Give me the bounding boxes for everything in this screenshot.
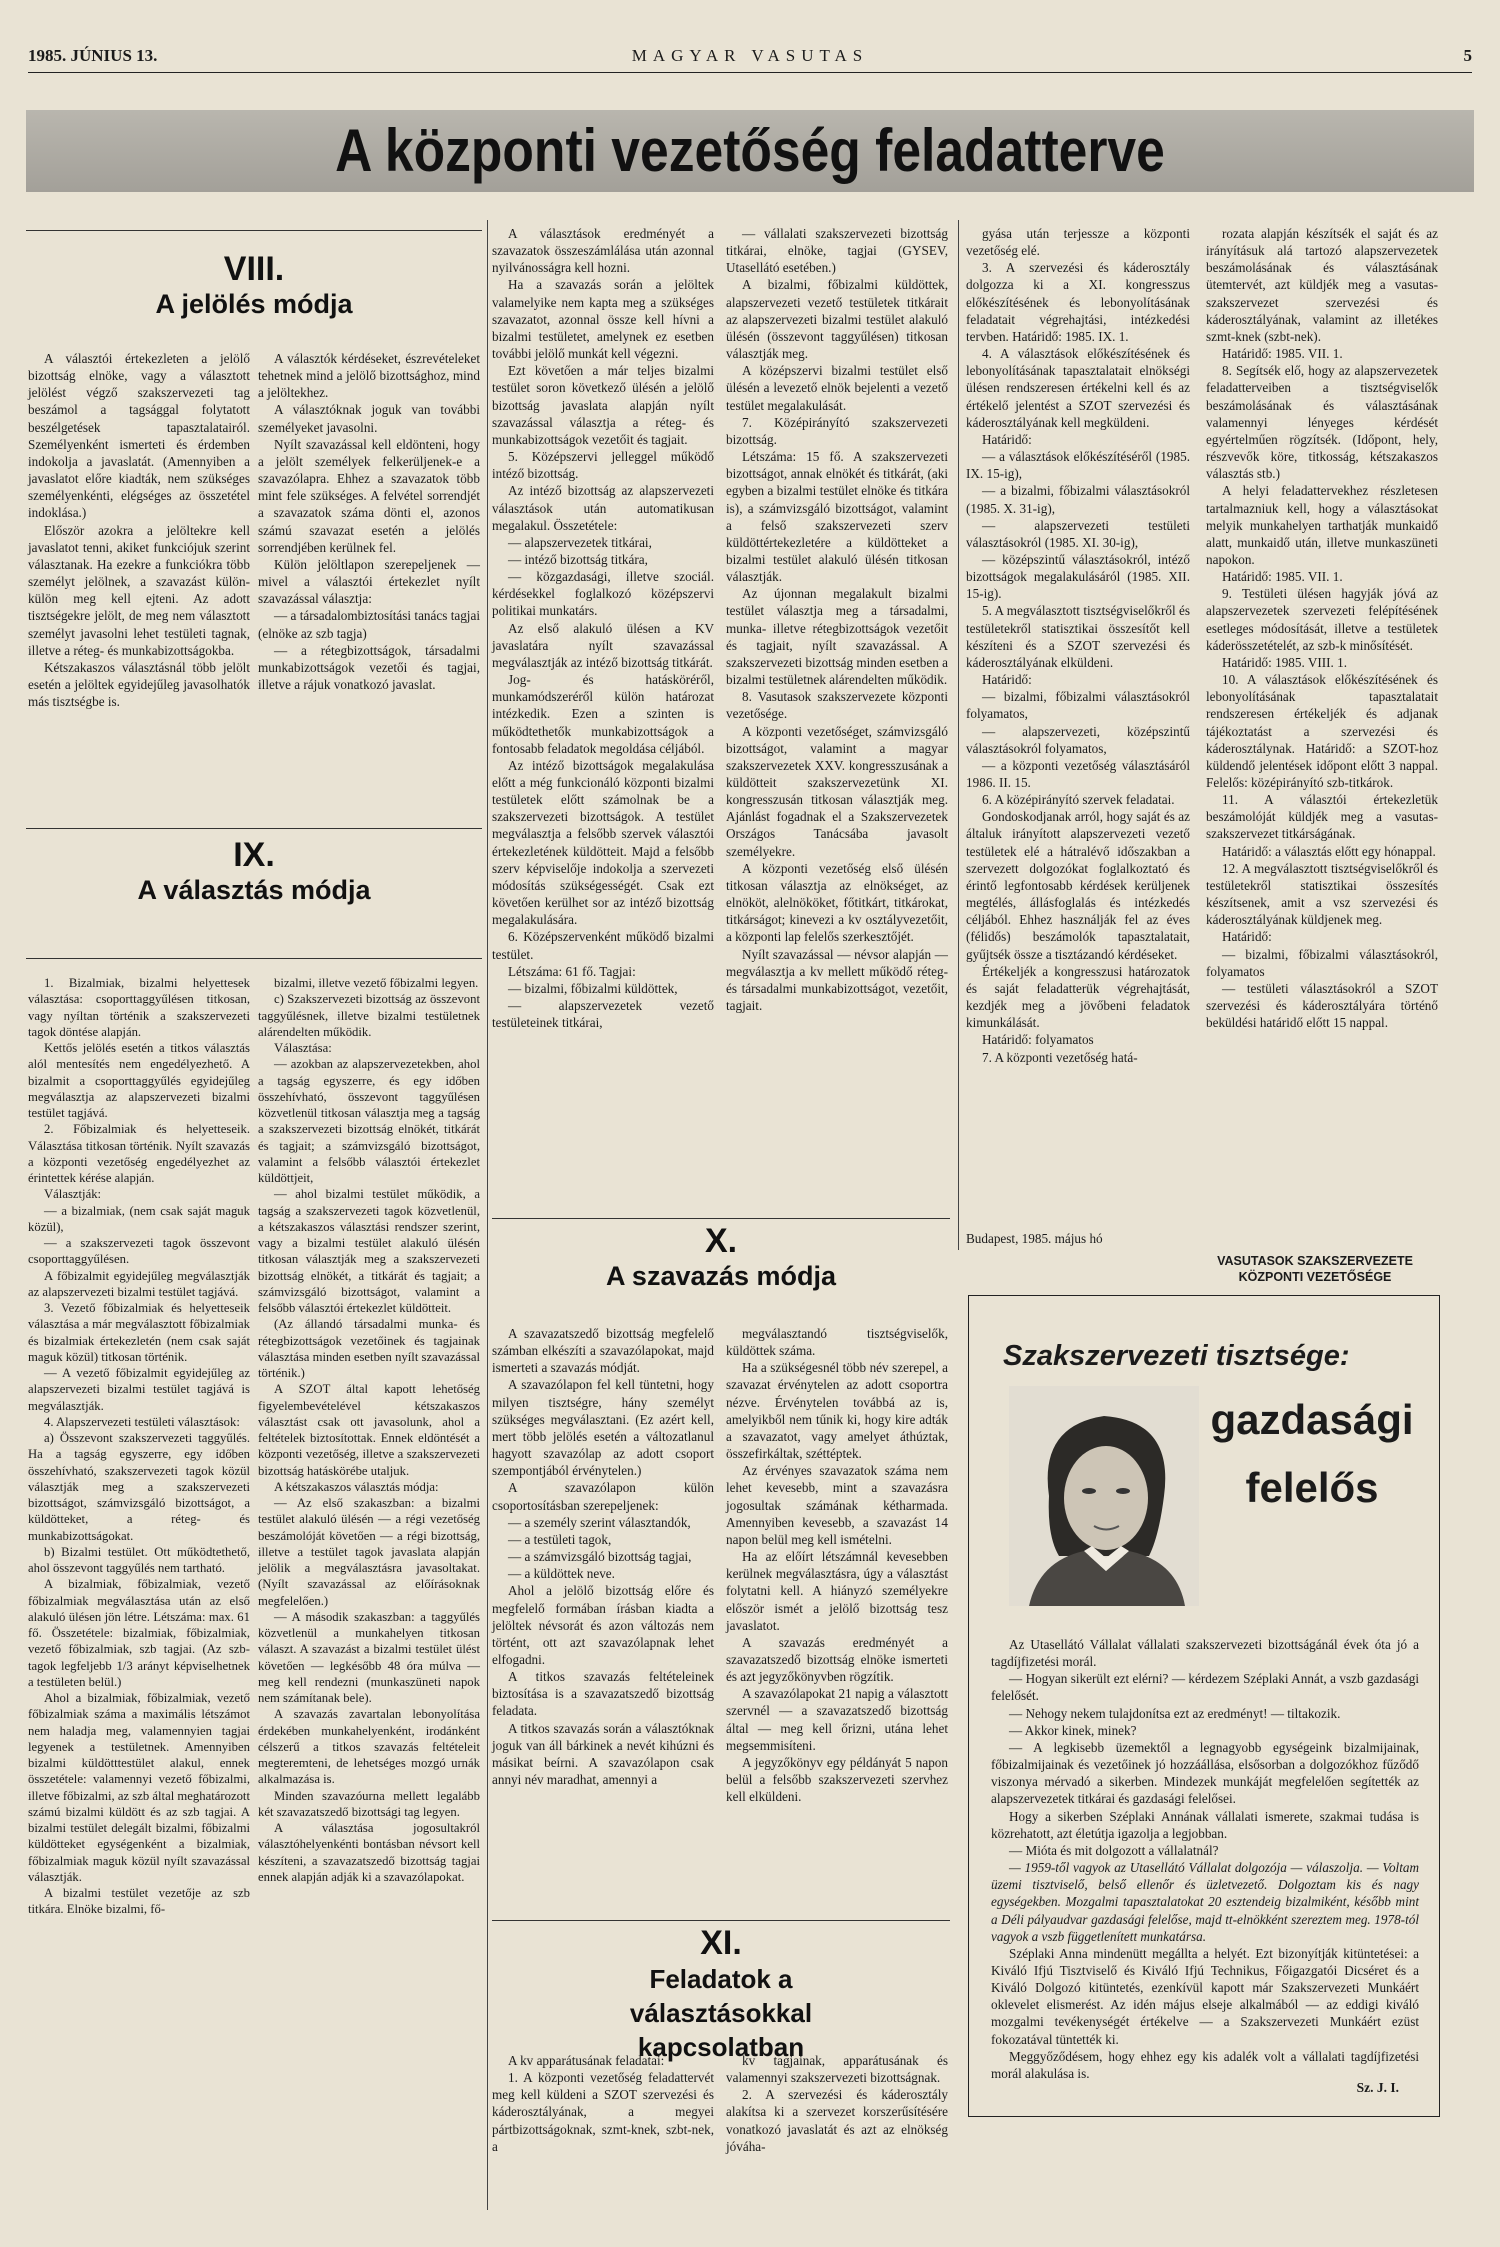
profile-paragraph: — Mióta és mit dolgozott a vállalatnál? [1009,1842,1219,1858]
paragraph: A választások eredményét a szavazatok összeszámlálása után azonnal nyilvánosságra kell hozni. [492,226,714,276]
paragraph: Határidő: [982,431,1032,447]
paragraph: Gondoskodjanak arról, hogy saját és az általuk irányított alapszervezeti vezető testületek elé a hátralévő időszakban a szervezett dolgozókat foglalkoztató és érintő legfontosabb kérdések kerüljenek megtélés, állásfoglalás és intézkedés céljából. Ehhez használják fel az éves (félidős) beszámolók tapasztalatait, gyűjtsék össze a tisztázandó kérdéseket. [966,809,1190,962]
paragraph: — alapszervezeti, középszintű választásokról folyamatos, [966,723,1190,756]
profile-paragraph: — A legkisebb üzemektől a legnagyobb egységeink bizalmijainak, főbizalmijainak és vezetőinek jó hozzáállása, elsősorban a dolgozókhoz fűződő viszonya mérvadó a sikerben. Mindezek munkáját megfelelően segítették az alapszervezetek titkárai és gazdasági felelősei. [991,1739,1419,1807]
page-number: 5 [1463,46,1472,65]
paragraph: 12. A megválasztott tisztségviselőkről és testületekről statisztikai összesítés készítsenek, amit a vsz szervezési és káderosztályának küldjenek meg. [1206,860,1438,928]
paragraph: Ahol a bizalmiak, főbizalmiak, vezető főbizalmiak száma a maximális létszámot nem haladja meg, valamennyien tagjai legyenek a testületnek. Amennyiben bizalmi küldötttestület alakul, ennek összetétele: valamennyi vezető főbizalmi, illetve főbizalmi, az szb által meghatározott számú bizalmi küldött és az szb tagjai. A bizalmi testület delegált bizalmi, főbizalmi küldötteket egységenként a bizalmiak, főbizalmiak maguk közül nyílt szavazással választják. [28,1691,250,1884]
profile-text [991,1636,1419,2082]
paragraph: A főbizalmit egyidejűleg megválasztják az alapszervezeti bizalmi testület tagjává. [28,1268,250,1299]
paragraph: — a személy szerint választandók, [508,1514,691,1530]
paragraph: A középszervi bizalmi testület első ülésén a levezető elnök bejelenti a vezető testület megalakulását. [726,363,948,413]
section-9-col-b [258,975,480,1885]
paragraph: 7. Középirányító szakszervezeti bizottság. [726,414,948,447]
article-col-5 [966,225,1190,1066]
paragraph: Határidő: 1985. VII. 1. [1222,569,1343,585]
paragraph: 7. A központi vezetőség hatá- [982,1049,1138,1065]
paragraph: Nyílt szavazással kell eldönteni, hogy a jelölt személyek felkerüljenek-e a szavazólapra. Ehhez a szavazatok több mint fele szükséges. A felvétel sorrendjét a szavazatok száma dönti el, azonos számú szavazat esetén a jelölés sorrendjében kerülnek fel. [258,436,480,555]
paragraph: (Az állandó társadalmi munka- és rétegbizottságok vezetőinek és tagjainak választása minden esetben nyílt szavazással történik.) [258,1317,480,1380]
signature-line: KÖZPONTI VEZETŐSÉGE [1238,1269,1392,1284]
paragraph: Kétszakaszos választásnál több jelölt esetén a jelöltek egyidejűleg javasolhatók más tisztségbe is. [28,659,250,710]
paragraph: — Az első szakaszban: a bizalmi testület alakuló ülésén — a régi vezetőség beszámolóját követően — a régi bizottság, illetve a testület tagok javaslata alapján jelölik a megválasztásra javasoltakat. (Nyílt szavazással az előírásoknak megfelelően.) [258,1496,480,1608]
paragraph: A kétszakaszos választás módja: [274,1479,439,1494]
paragraph: 3. Vezető főbizalmiak és helyetteseik választása a már megválasztott főbizalmiak és bizalmiak értekezletén (nem csak saját maguk közül) titkosan történik. [28,1301,250,1364]
paragraph: — a testületi tagok, [508,1531,612,1547]
paragraph: A bizalmi testület vezetője az szb titkára. Elnöke bizalmi, fő- [28,1886,250,1917]
section-rule [492,1920,950,1921]
paragraph: Ahol a jelölő bizottság előre és megfelelő formában írásban kiadta a jelöltek névsorát és azon változás nem történt, ott azt szavazólapnak lehet elfogadni. [492,1583,714,1667]
paragraph: A szavazás zavartalan lebonyolítása érdekében munkahelyenként, irodánként célszerű a titkos szavazás feltételeit megteremteni, de lehetséges mozgó urnák alkalmazása is. [258,1707,480,1787]
paragraph: Külön jelöltlapon szerepeljenek — mivel a választói értekezlet nyílt szavazással választja: [258,556,480,607]
paragraph: A választók kérdéseket, észrevételeket tehetnek mind a jelölő bizottsághoz, mind a jelöltekhez. [258,351,480,401]
section-number: VIII. [223,250,285,288]
profile-paragraph: — Hogyan sikerült ezt elérni? — kérdezem Széplaki Annát, a vszb gazdasági felelősét. [991,1671,1419,1704]
section-8-col-b [258,350,480,693]
paragraph: Az érvényes szavazatok száma nem lehet kevesebb, mint a szavazásra jogosultak számának kétharmada. Amennyiben kevesebb, a szavazást 14 napon belül meg kell ismételni. [726,1463,948,1547]
paragraph: Választása: [274,1041,332,1055]
section-10-heading [492,1222,950,1292]
paragraph: Létszáma: 61 fő. Tagjai: [508,963,636,979]
profile-paragraph: — Akkor kinek, minek? [1009,1722,1137,1738]
paragraph: 3. A szervezési és káderosztály dolgozza ki a XI. kongresszus előkészítésének és lebonyolításának feladatait végrehajtási, intézkedési tervben. Határidő: 1985. IX. 1. [966,260,1190,344]
issue-date: 1985. JÚNIUS 13. [28,46,158,65]
paragraph: — ahol bizalmi testület működik, a tagság a szakszervezeti tagok közvetlenül, a kétszakaszos választási rendszer szerint, vagy a bizalmi testület alakuló ülésén titkosan választják meg a szakszervezeti bizottság elnökét, a titkárát és tagjait; a számvizsgáló bizottságot, valamint a felsőbb választói értekezlet küldötteit. [258,1187,480,1315]
paragraph: — bizalmi, főbizalmi választásokról, folyamatos [1206,946,1438,979]
section-title: Feladatok a választásokkal kapcsolatban [629,1964,813,2062]
column-divider [958,220,959,1250]
paragraph: — vállalati szakszervezeti bizottság titkárai, elnöke, tagjai (GYSEV, Utasellátó esetében.) [726,226,948,276]
section-rule [26,230,482,231]
paragraph: 2. A szervezési és káderosztály alakítsa ki a szervezet korszerűsítésére vonatkozó javaslatát és azt az elnökség jóváha- [726,2087,948,2154]
paragraph: Létszáma: 15 fő. A szakszervezeti bizottságot, annak elnökét és titkárát, (aki egyben a bizalmi testület elnöke és titkára is), a számvizsgáló bizottságot, valamint a felső szakszervezeti szerv küldöttértekezletére a küldötteket a bizalmi testület alakuló ülésén titkosan választják. [726,449,948,585]
paragraph: 6. Középszervenként működő bizalmi testület. [492,929,714,962]
paragraph: 1. A központi vezetőség feladattervét meg kell küldeni a SZOT szervezési és káderosztályának, a megyei pártbizottságoknak, szmt-knek, szbt-nek, a [492,2070,714,2154]
paragraph: — a küldöttek neve. [508,1566,615,1582]
paragraph: Határidő: folyamatos [982,1032,1094,1048]
profile-label: Szakszervezeti tisztsége: [1003,1340,1350,1372]
paragraph: Az újonnan megalakult bizalmi testület választja meg a társadalmi, munka- illetve rétegbizottságok vezetőit és tagjait, nyílt szavazással. A szakszervezeti bizottság minden esetben a bizalmi testületnek alárendelten működik. [726,586,948,688]
paragraph: c) Szakszervezeti bizottság az összevont taggyűlésnek, illetve bizalmi testületnek alárendelten működik. [258,992,480,1039]
column-divider [487,220,488,2210]
signature-line: VASUTASOK SZAKSZERVEZETE [1217,1254,1413,1268]
paragraph: 5. A megválasztott tisztségviselőkről és testületekről statisztikai összesítőt kell készíteni és a SZOT szervezési és káderosztályának elküldeni. [966,603,1190,670]
paragraph: rozata alapján készítsék el saját és az irányításuk alá tartozó alapszervezetek beszámolásának és választásának ütemtervét, azt küldjék meg a vasutas-szakszervezet szervezési és káderosztályának, valamint az illetékes szmt-knek (szbt-nek). [1206,226,1438,344]
paragraph: Nyílt szavazással — névsor alapján — megválasztja a kv mellett működő réteg- és társadalmi munkabizottságot, vezetőit, tagjait. [726,946,948,1014]
paragraph: — alapszervezetek titkárai, [508,534,652,550]
paragraph: 6. A középirányító szervek feladatai. [982,792,1175,808]
section-11-col-a [492,2052,714,2155]
paragraph: A helyi feladattervekhez részletesen tartalmazniuk kell, hogy a választásokat melyik munkahelyen tarthatják munkaidő alatt, munkaidő után, illetve munkaszüneti napokon. [1206,483,1438,567]
paragraph: Határidő: 1985. VII. 1. [1222,346,1343,362]
paragraph: — A vezető főbizalmit egyidejűleg az alapszervezeti bizalmi testület tagjává is megválasztják. [28,1366,250,1413]
paragraph: Az első alakuló ülésen a KV javaslatára nyílt szavazással megválasztják az intéző bizottság titkárát. [492,620,714,670]
section-rule [26,958,482,959]
paragraph: Az intéző bizottságok megalakulása előtt a még funkcionáló központi bizalmi testületek előtt számolnak be a szakszervezeti bizottságok. A testület megválasztja a felsőbb szervek választói értekezletének küldötteit. Majd a felsőbb szerv képviselője indokolja a szervezeti módosítás szükségességét. Csak ezt követően kerülhet sor az intéző bizottság megalakulására. [492,757,714,928]
paragraph: Az intéző bizottság az alapszervezeti választások után automatikusan megalakul. Összetétele: [492,483,714,533]
paragraph: Ha az előírt létszámnál kevesebben kerülnek megválasztásra, úgy a választást folytatni kell. A hiányzó személyekre először ismét a jelölő bizottság tesz javaslatot. [726,1549,948,1633]
paragraph: A kv apparátusának feladatai: [508,2053,665,2068]
profile-position-line-2: felelős [1245,1464,1379,1511]
section-11-col-b [726,2052,948,2155]
paragraph: 5. Középszervi jelleggel működő intéző bizottság. [492,449,714,482]
paragraph: A bizalmi, főbizalmi küldöttek, alapszervezeti vezető testületek titkárait az alapszervezeti bizalmi testület alakuló ülésén (összevont taggyűlésen) titkosan választják meg. [726,277,948,362]
paragraph: 2. Főbizalmiak és helyetteseik. Választása titkosan történik. Nyílt szavazás a központi vezetőség engedélyezhet az érintettek kérése alapján. [28,1122,250,1185]
paragraph: megválasztandó tisztségviselők, küldöttek száma. [726,1326,948,1359]
paragraph: — testületi választásokról a SZOT szervezési és káderosztályára történő beküldési határidő előtt 15 nappal. [1206,980,1438,1031]
paragraph: — a szakszervezeti tagok összevont csoporttaggyűlésen. [28,1236,250,1267]
place-and-date: Budapest, 1985. május hó [966,1231,1103,1246]
paragraph: A választása jogosultakról választóhelyenkénti bontásban névsort kell készíteni, a szavazatszedő bizottság tagjai ennek alapján adják ki a szavazólapokat. [258,1821,480,1884]
article-col-3 [492,225,714,1031]
article-col-4 [726,225,948,1014]
paragraph: — a rétegbizottságok, társadalmi munkabizottságok vezetői és tagjai, illetve a rájuk vonatkozó javaslat. [258,642,480,692]
main-title: A központi vezetőség feladatterve [335,117,1165,184]
paragraph: Határidő: a választás előtt egy hónappal. [1222,843,1436,859]
paragraph: Határidő: 1985. VIII. 1. [1222,654,1348,670]
section-title: A jelölés módja [155,289,353,319]
paragraph: — alapszervezetek vezető testületeinek titkárai, [492,998,714,1031]
paragraph: — a központi vezetőség választásáról 1986. II. 15. [966,757,1190,790]
section-rule [492,1218,950,1219]
section-11-heading [492,1924,950,2064]
paragraph: Határidő: [1222,929,1272,945]
section-9-heading [26,836,482,906]
article-col-6 [1206,225,1438,1031]
paragraph: A szavazás eredményét a szavazatszedő bizottság elnöke ismerteti és azt jegyzőkönyvben rögzítik. [726,1634,948,1685]
paragraph: Ha a szavazás során a jelöltek valamelyike nem kapta meg a szükséges szavazatot, azonnal össze kell hívni a bizalmi testületet, amelynek ez esetben további jelölő munkát kell végezni. [492,277,714,362]
paragraph: Ezt követően a már teljes bizalmi testület soron következő ülésén a jelölő bizottság javaslata alapján nyílt szavazással választja a réteg- és munkabizottságok vezetőit és tagjait. [492,363,714,447]
profile-paragraph: Az Utasellátó Vállalat vállalati szakszervezeti bizottságánál évek óta jó a tagdíjfizetési morál. [991,1637,1419,1670]
paragraph: Először azokra a jelöltekre kell javaslatot tenni, akiket funkciójuk szerint választanak. Ha ezekre a funkciókra több személyt jelölnek, a szavazást külön-külön meg kell ejteni. Az adott tisztségekre jelölt, de meg nem választott személyt javasolni lehet testületi tagnak, illetve a réteg- és munkabizottságokba. [28,522,250,658]
paragraph: — A második szakaszban: a taggyűlés közvetlenül a munkahelyen titkosan választ. A szavazást a bizalmi testület ülést követően — legkésőbb 48 óra múlva — meg kell rendezni (munkaszüneti napok nem számítanak bele). [258,1609,480,1705]
paragraph: — középszintű választásokról, intéző bizottságok megalakulásáról (1985. XII. 15-ig). [966,551,1190,602]
section-10-col-a [492,1325,714,1788]
paragraph: kv tagjainak, apparátusának és valamennyi szakszervezeti bizottságnak. [726,2053,948,2086]
paragraph: 11. A választói értekezletük beszámolóját küldjék meg a vasutas-szakszervezet titkárságának. [1206,792,1438,842]
paragraph: A jegyzőkönyv egy példányát 5 napon belül a felsőbb szakszervezeti szervhez kell elküldeni. [726,1754,948,1805]
paragraph: 4. A választások előkészítésének és lebonyolításának tapasztalatait elnökségi ülésen rendszeresen értékelni kell és az értékelő jelentést a SZOT szervezési és káderosztályának kell megküldeni. [966,346,1190,430]
paragraph: Jog- és hatásköréről, munkamódszeréről külön határozat intézkedik. Ezen a szinten is működtethetők munkabizottságok a fontosabb feladatok megoldása céljából. [492,672,714,756]
paragraph: 4. Alapszervezeti testületi választások: [44,1414,240,1429]
newspaper-title: MAGYAR VASUTAS [631,46,869,65]
paragraph: 9. Testületi ülésen hagyják jóvá az alapszervezetek szervezeti felépítésének esetleges módosítását, illetve a testületek káderösszetételét, az szb-k minősítését. [1206,586,1438,653]
paragraph: gyása után terjessze a központi vezetőség elé. [966,226,1190,259]
paragraph: A bizalmiak, főbizalmiak, vezető főbizalmiak megválasztása után az első alakuló ülésen jön létre. Létszáma: max. 61 fő. Összetétele: bizalmiak, főbizalmiak, vezető főbizalmiak, szb tagjai. (Az szb-tagok legfeljebb 1/3 arányt képviselhetnek a testületen belül.) [28,1577,250,1689]
paragraph: a) Összevont szakszervezeti taggyűlés. Ha a tagság egyszerre, egy időben összehívható, szakszervezeti tagok közül választják meg a szakszervezeti bizottságot, számvizsgáló bizottságot, a küldötteket, a réteg- és munkabizottságokat. [28,1431,250,1543]
portrait-photo [1009,1386,1199,1606]
paragraph: A szavazatszedő bizottság megfelelő számban elkészíti a szavazólapokat, majd ismerteti a szavazás módját. [492,1326,714,1376]
paragraph: — azokban az alapszervezetekben, ahol a tagság egyszerre, és egy időben összehívható, összevont taggyűlésen közvetlenül titkosan választja meg a tagság a szakszervezeti bizottság elnökét, titkárát és tagjait; a számvizsgáló bizottságot, valamint a felsőbb választói értekezlet küldöttjeit, [258,1057,480,1185]
paragraph: A SZOT által kapott lehetőség figyelembevételével kétszakaszos választást csak ott javasolunk, ahol a feltételek biztosítottak. Ennek eldöntését a központi vezetőség, illetve a szakszervezeti bizottság hatáskörébe utaljuk. [258,1382,480,1478]
paragraph: Választják: [44,1187,102,1202]
paragraph: A választóknak joguk van további személyeket javasolni. [258,402,480,435]
signature-block [1180,1254,1450,1285]
profile-paragraph: Hogy a sikerben Széplaki Annának vállalati ismerete, szakmai tudása is közrehatott, azt életútja igazolja a legjobban. [991,1808,1419,1841]
profile-box [968,1295,1440,2117]
title-banner [26,110,1474,192]
paragraph: — a bizalmi, főbizalmi választásokról (1985. X. 31-ig), [966,483,1190,516]
paragraph: — a számvizsgáló bizottság tagjai, [508,1549,692,1565]
section-10-col-b [726,1325,948,1805]
paragraph: 1. Bizalmiak, bizalmi helyettesek választása: csoporttaggyűlésen titkosan, vagy nyíltan történik a szakszervezeti tagok döntése alapján. [28,976,250,1039]
paragraph: A szavazólapon külön csoportosításban szerepeljenek: [492,1480,714,1513]
section-title: A választás módja [137,875,371,905]
paragraph: — intéző bizottság titkára, [508,551,648,567]
paragraph: 10. A választások előkészítésének és lebonyolításának tapasztalatait rendszeresen értékeljék és adjanak tájékoztatást a szervezési és káderosztálynak. Határidő: a SZOT-hoz küldendő jelentések időpont előtt 3 nappal. Felelős: középirányító szb-titkárok. [1206,672,1438,790]
profile-paragraph: Meggyőződésem, hogy ehhez egy kis adalék volt a vállalati tagdíjfizetési morál alakulása is. [991,2048,1419,2081]
paragraph: A szavazólapokat 21 napig a választott szervnél — a szavazatszedő bizottság által — meg kell őrizni, utána lehet megsemmisíteni. [726,1686,948,1753]
paragraph: A szavazólapon fel kell tüntetni, hogy milyen tisztségre, hány személyt szükséges megválasztani. (Ez azért kell, mert több jelölés esetén a változatlanul hagyott szavazólap az adott csoport szempontjából érvénytelen.) [492,1377,714,1479]
profile-paragraph: — 1959-től vagyok az Utasellátó Vállalat dolgozója — válaszolja. — Voltam üzemi tisztviselő, belső ellenőr és üzletvezető. Dolgoztam kis és nagy egységekben. Mozgalmi tapasztalatokat 20 esztendeig bizalmiként, később mint a Déli pályaudvar gazdasági felelőse, majd tt-elnökként szereztem meg. 1978-tól vagyok a vszb függetlenített munkatársa. [991,1860,1419,1944]
section-9-col-a [28,975,250,1918]
paragraph: Értékeljék a kongresszusi határozatok és saját feladatterük végrehajtását, kezdjék meg a jövőbeni feladatok kimunkálását. [966,963,1190,1031]
paragraph: Határidő: [982,672,1032,688]
paragraph: — közgazdasági, illetve szociál. kérdésekkel foglalkozó középszervi politikai munkatárs. [492,569,714,619]
page-header [28,46,1472,70]
section-8-heading [26,250,482,320]
paragraph: A központi vezetőség első ülésén titkosan választja az elnökséget, az elnököt, alelnököket, főtitkárt, titkárokat, titkárságot; kinevezi a kv osztályvezetőit, a központi lap felelős szerkesztőjét. [726,860,948,945]
paragraph: bizalmi, illetve vezető főbizalmi legyen. [274,976,479,990]
header-rule [28,72,1472,73]
section-number: IX. [233,836,275,874]
paragraph: A központi vezetőséget, számvizsgáló bizottságot, valamint a magyar szakszervezetek XXV. kongresszusának a küldötteit szakszervezetünk XI. kongresszusán titkosan választják meg. Ajánlást fogadnak el a Szakszervezetek Országos Tanácsába javasolt személyekre. [726,723,948,859]
paragraph: Kettős jelölés esetén a titkos választás alól mentesítés nem engedélyezhető. A bizalmit a csoporttaggyűlés egyidejűleg megválasztja az alapszervezeti bizalmi testület tagjává. [28,1041,250,1120]
profile-paragraph: — Nehogy nekem tulajdonítsa ezt az eredményt! — tiltakozik. [1009,1705,1341,1721]
paragraph: b) Bizalmi testület. Ott működtethető, ahol összevont taggyűlés nem tartható. [28,1544,250,1575]
section-title: A szavazás módja [605,1261,837,1291]
section-number: XI. [700,1924,742,1962]
paragraph: — bizalmi, főbizalmi küldöttek, [508,980,678,996]
paragraph: — a választások előkészítéséről (1985. IX. 15-ig), [966,449,1190,482]
paragraph: — bizalmi, főbizalmi választásokról folyamatos, [966,689,1190,722]
paragraph: Ha a szükségesnél több név szerepel, a szavazat érvénytelen az adott csoportra nézve. Érvénytelen továbbá az is, amelyikből nem tűnik ki, hogy kire adták a szavazatot, vagy amelyet áthúztak, összefirkáltak, széttéptek. [726,1360,948,1462]
section-number: X. [704,1222,738,1260]
paragraph: — a társadalombiztosítási tanács tagjai (elnöke az szb tagja) [258,608,480,641]
paragraph: A titkos szavazás során a választóknak joguk van áll bárkinek a nevét kihúzni és másikat beírni. A szavazólapon csak annyi név maradhat, amennyi a [492,1720,714,1788]
paragraph: — a bizalmiak, (nem csak saját maguk közül), [28,1203,250,1234]
profile-position-line-1: gazdasági [1210,1396,1414,1443]
author-initials: Sz. J. I. [1356,2080,1399,2095]
paragraph: A titkos szavazás feltételeinek biztosítása is a szavazatszedő bizottság feladata. [492,1669,714,1719]
paragraph: — alapszervezeti testületi választásokról (1985. XI. 30-ig), [966,517,1190,550]
section-rule [26,828,482,829]
paragraph: Minden szavazóurna mellett legalább két szavazatszedő bizottsági tag legyen. [258,1788,480,1819]
paragraph: 8. Segítsék elő, hogy az alapszervezetek feladatterveiben a tisztségviselők beszámolásának és választásának valamennyi lényeges kérdését egyértelműen rögzítsék. (Időpont, hely, részvevők köre, titkosság, kétszakaszos választás stb.) [1206,363,1438,482]
section-8-col-a [28,350,250,710]
paragraph: A választói értekezleten a jelölő bizottság elnöke, vagy a választott jelölést végző szakszervezeti tag beszámol a tagsággal folytatott beszélgetések tapasztalatairól. Személyenként ismerteti és érdemben indokolja a javaslatát. (Amennyiben a javaslatot előre kiadták, nem szükséges személyenkénti, elégséges az összetétel indoklása.) [28,351,250,521]
paragraph: 8. Vasutasok szakszervezete központi vezetősége. [726,689,948,722]
profile-paragraph: Széplaki Anna mindenütt megállta a helyét. Ezt bizonyítják kitüntetései: a Kiváló Ifjú Tisztviselő és Kiváló Ifjú Technikus, Főigazgatói Dicséret és a Kiváló Dolgozó kitüntetés, ezenkívül kapott már Szakszervezeti Munkáért oklevelet elismerést. Az idén május elseje alkalmából — az eddigi kiváló mozgalmi tevékenységét értékelve — a Szakszervezeti Munkáért ezüst fokozatával tüntették ki. [991,1945,1419,2047]
